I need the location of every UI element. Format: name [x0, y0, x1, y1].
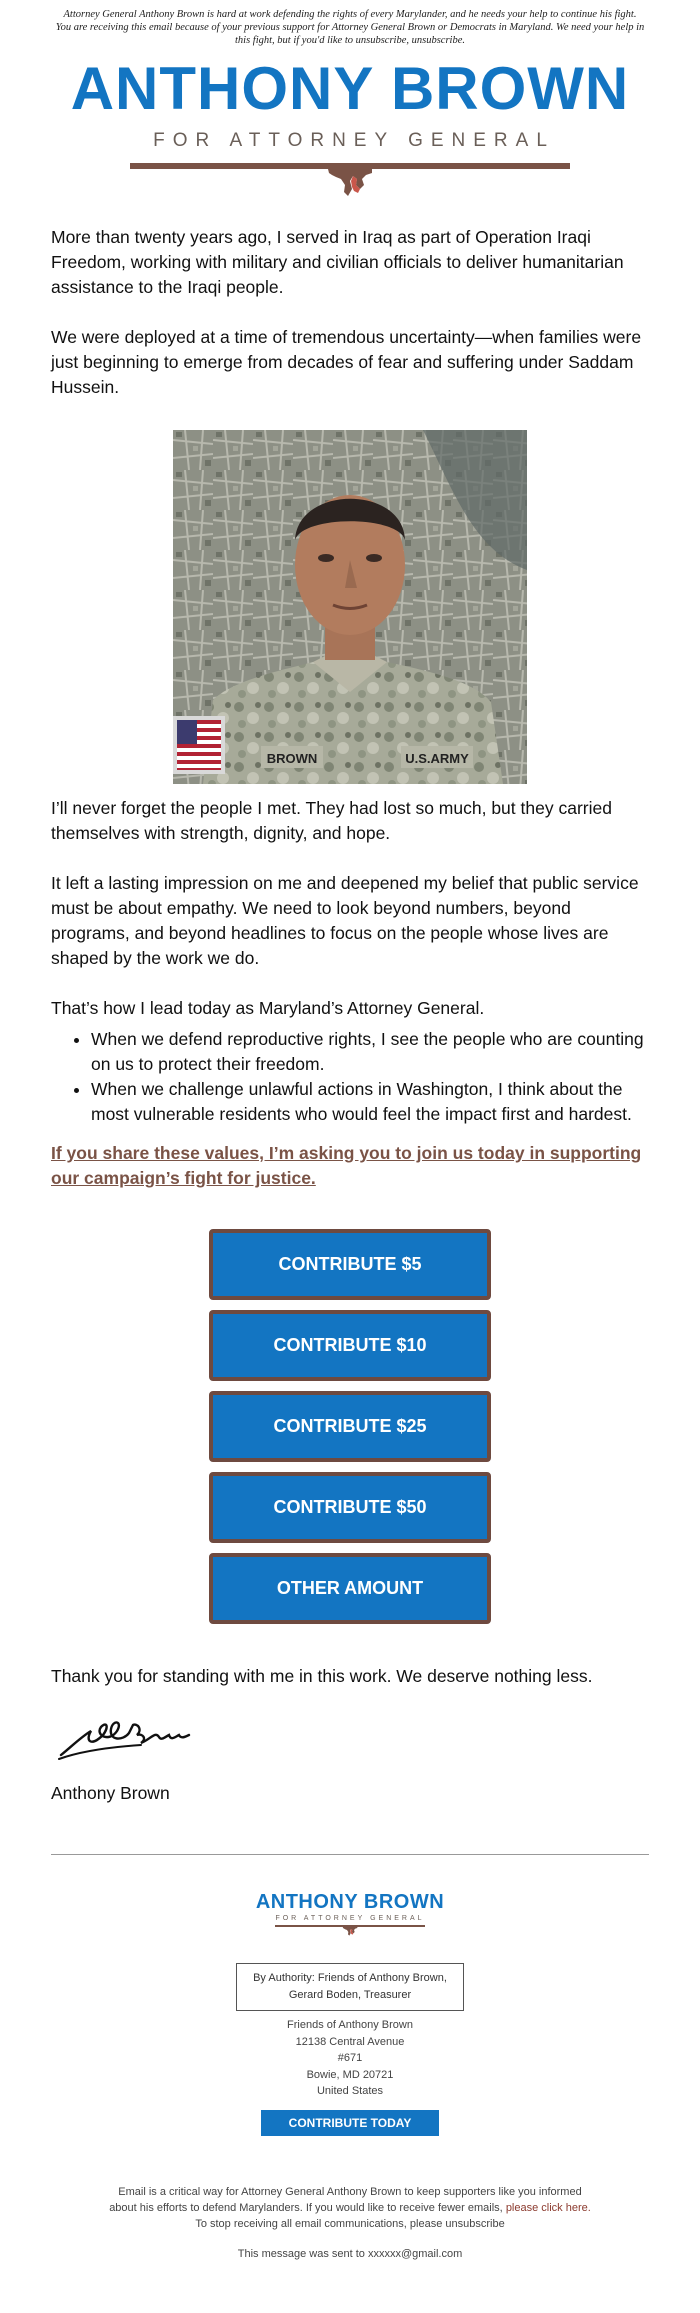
- values-list: [51, 1027, 649, 1127]
- soldier-portrait-photo: [173, 430, 527, 784]
- treasurer-line: Gerard Boden, Treasurer: [288, 1989, 412, 2001]
- contribute-5-button[interactable]: CONTRIBUTE $5: [209, 1229, 491, 1300]
- signer-name: Anthony Brown: [51, 1783, 170, 1803]
- campaign-logo: [0, 55, 700, 201]
- address-line: Bowie, MD 20721: [306, 2068, 394, 2081]
- other-amount-button[interactable]: OTHER AMOUNT: [209, 1553, 491, 1624]
- legal-line: Email is a critical way for Attorney General Anthony Brown to keep supporters like you informed: [118, 2185, 582, 2198]
- address-line: United States: [316, 2085, 384, 2097]
- branch-tape-text: U.S.ARMY: [405, 751, 469, 766]
- footer-logo-name: ANTHONY BROWN: [255, 1891, 445, 1913]
- join-campaign-link[interactable]: If you share these values, I’m asking you to join us today in supporting our campaign’s fight for justice.: [51, 1143, 642, 1188]
- legal-text: about his efforts to defend Marylanders. If you would like to receive fewer emails,: [109, 2201, 503, 2214]
- contribute-today-button[interactable]: CONTRIBUTE TODAY: [261, 2110, 440, 2136]
- paragraph-intro: More than twenty years ago, I served in Iraq as part of Operation Iraqi Freedom, working with military and civilian officials to deliver humanitarian assistance to the Iraqi people.: [51, 227, 624, 297]
- sent-to-notice: This message was sent to xxxxxx@gmail.com: [237, 2247, 463, 2260]
- footer-logo: [0, 1891, 700, 1939]
- footer-logo-subtitle: FOR ATTORNEY GENERAL: [275, 1915, 425, 1922]
- email-footer: [0, 1891, 700, 2260]
- maryland-map-icon: [342, 1925, 358, 1937]
- address-line: 12138 Central Avenue: [295, 2035, 405, 2048]
- paragraph-empathy: It left a lasting impression on me and deepened my belief that public service must be about empathy. We need to look beyond numbers, beyond programs, and beyond headlines to focus on the people whose lives are shaped by the work we do.: [51, 873, 639, 968]
- mailing-address: [0, 2017, 700, 2100]
- logo-name: ANTHONY BROWN: [70, 55, 630, 122]
- handwritten-signature: [51, 1707, 649, 1767]
- legal-notice: [0, 2184, 700, 2232]
- list-item: • When we challenge unlawful actions in Washington, I think about the most vulnerable residents who would feel the impact first and hardest.: [91, 1077, 649, 1127]
- legal-line: [80, 2200, 620, 2216]
- name-tape-text: BROWN: [266, 751, 318, 766]
- footer-logo-underline: [275, 1925, 425, 1939]
- fewer-emails-link[interactable]: please click here.: [505, 2201, 591, 2214]
- list-item: • When we defend reproductive rights, I see the people who are counting on us to protect their freedom.: [91, 1027, 649, 1077]
- logo-underline: [130, 163, 570, 201]
- paragraph-thank-you: Thank you for standing with me in this work. We deserve nothing less.: [51, 1666, 593, 1686]
- contribute-10-button[interactable]: CONTRIBUTE $10: [209, 1310, 491, 1381]
- authority-line: By Authority: Friends of Anthony Brown,: [253, 1972, 447, 1984]
- paragraph-people-met: I’ll never forget the people I met. They had lost so much, but they carried themselves with strength, dignity, and hope.: [51, 798, 612, 843]
- contribute-50-button[interactable]: CONTRIBUTE $50: [209, 1472, 491, 1543]
- paragraph-deployment: We were deployed at a time of tremendous uncertainty—when families were just beginning to emerge from decades of fear and suffering under Saddam Hussein.: [51, 327, 642, 397]
- footer-divider: [51, 1854, 649, 1855]
- unsubscribe-line: To stop receiving all email communications, please unsubscribe: [195, 2217, 505, 2230]
- logo-subtitle: FOR ATTORNEY GENERAL: [153, 130, 555, 151]
- address-line: Friends of Anthony Brown: [287, 2019, 413, 2031]
- contribute-25-button[interactable]: CONTRIBUTE $25: [209, 1391, 491, 1462]
- preheader-text: Attorney General Anthony Brown is hard at work defending the rights of every Marylander, and he needs your help to continue his fight. You are receiving this email because of your previous support for Attorney General Brown or Democrats in Maryland. We need your help in this fight, but if you'd like to unsubscribe, unsubscribe.: [55, 9, 645, 46]
- donate-buttons: [51, 1229, 649, 1624]
- maryland-map-icon: [326, 165, 374, 199]
- paid-for-by-box: [236, 1963, 464, 2011]
- address-line: #671: [337, 2052, 363, 2064]
- paragraph-lead-today: That’s how I lead today as Maryland’s Attorney General.: [51, 998, 485, 1018]
